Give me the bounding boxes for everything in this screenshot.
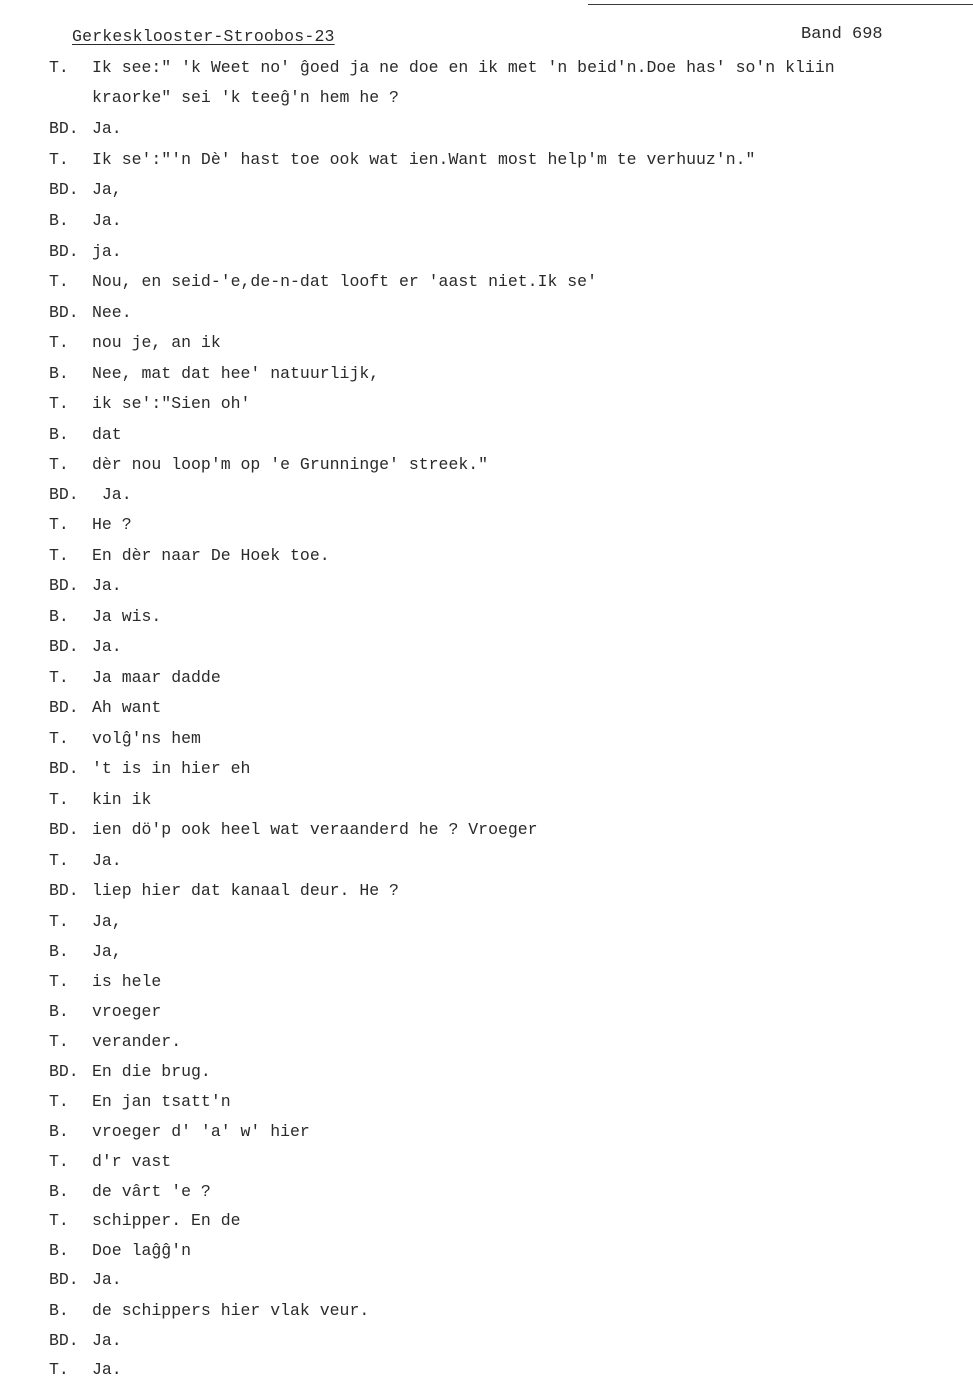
transcript-line <box>49 302 132 324</box>
transcript-line <box>49 1359 122 1381</box>
transcript-line <box>49 1240 191 1262</box>
utterance-text: vroeger <box>92 1002 162 1021</box>
utterance-text: liep hier dat kanaal deur. He ? <box>92 881 399 900</box>
transcript-line <box>49 484 132 506</box>
speaker-label: T. <box>49 272 69 291</box>
speaker-label: T. <box>49 333 69 352</box>
utterance-text: 't is in hier eh <box>92 759 251 778</box>
utterance-text: Ja. <box>92 851 122 870</box>
transcript-line <box>49 1001 161 1023</box>
speaker-label: BD. <box>49 698 79 717</box>
utterance-text: En dèr naar De Hoek toe. <box>92 546 330 565</box>
speaker-label: T. <box>49 729 69 748</box>
transcript-line <box>49 697 161 719</box>
utterance-text: ien dö'p ook heel wat veraanderd he ? Vroeger <box>92 820 538 839</box>
speaker-label: B. <box>49 211 69 230</box>
speaker-label: B. <box>49 1241 69 1260</box>
transcript-line <box>49 1061 211 1083</box>
transcript-line <box>49 636 122 658</box>
transcript-line <box>49 1151 171 1173</box>
transcript-line <box>49 332 221 354</box>
utterance-text: Ja. <box>92 637 122 656</box>
speaker-label: B. <box>49 607 69 626</box>
utterance-text: Ik see:" 'k Weet no' ĝoed ja ne doe en ik met 'n beid'n.Doe has' so'n kliin <box>92 58 835 77</box>
transcript-line <box>49 241 122 263</box>
transcript-line <box>49 758 250 780</box>
utterance-text: de vârt 'e ? <box>92 1182 211 1201</box>
speaker-label: T. <box>49 1032 69 1051</box>
transcript-line <box>49 1121 310 1143</box>
utterance-text: kraorke" sei 'k teeĝ'n hem he ? <box>92 88 399 107</box>
speaker-label: T. <box>49 1211 69 1230</box>
transcript-line <box>49 1330 122 1352</box>
utterance-text: nou je, an ik <box>92 333 221 352</box>
transcript-line <box>49 271 597 293</box>
transcript-line <box>49 880 399 902</box>
speaker-label: T. <box>49 668 69 687</box>
utterance-text: Ja. <box>92 1360 122 1379</box>
utterance-text: Ja wis. <box>92 607 162 626</box>
utterance-text: kin ik <box>92 790 152 809</box>
transcript-line <box>49 911 122 933</box>
utterance-text: Ja. <box>92 1270 122 1289</box>
transcript-line <box>49 1031 181 1053</box>
transcript-line <box>49 850 122 872</box>
speaker-label: T. <box>49 394 69 413</box>
transcript-line <box>49 57 835 79</box>
band-number: Band 698 <box>801 25 883 44</box>
transcript-line <box>49 1091 231 1113</box>
speaker-label: T. <box>49 972 69 991</box>
transcript-line <box>49 424 122 446</box>
transcript-line <box>49 149 755 171</box>
speaker-label: B. <box>49 1301 69 1320</box>
transcript-line <box>49 393 250 415</box>
transcript-line <box>49 454 488 476</box>
speaker-label: BD. <box>49 485 79 504</box>
transcript-line <box>49 118 122 140</box>
utterance-text: Nou, en seid-'e,de-n-dat looft er 'aast niet.Ik se' <box>92 272 597 291</box>
speaker-label: T. <box>49 546 69 565</box>
transcript-line <box>49 1269 122 1291</box>
speaker-label: T. <box>49 790 69 809</box>
utterance-text: volĝ'ns hem <box>92 729 201 748</box>
top-rule <box>588 4 973 5</box>
utterance-text: Ja. <box>92 485 132 504</box>
speaker-label: B. <box>49 364 69 383</box>
utterance-text: Ja. <box>92 211 122 230</box>
transcript-line <box>49 606 161 628</box>
transcript-line <box>49 971 161 993</box>
transcript-line <box>49 728 201 750</box>
transcript-line <box>49 1300 369 1322</box>
utterance-text: Doe laĝĝ'n <box>92 1241 192 1260</box>
utterance-text: Nee. <box>92 303 132 322</box>
utterance-text: Ja. <box>92 119 122 138</box>
speaker-label: B. <box>49 1002 69 1021</box>
transcript-line <box>49 179 122 201</box>
transcript-line <box>49 667 221 689</box>
speaker-label: BD. <box>49 1062 79 1081</box>
utterance-text: He ? <box>92 515 132 534</box>
utterance-text: Ja. <box>92 1331 122 1350</box>
utterance-text: Ja. <box>92 576 122 595</box>
transcript-line <box>49 819 538 841</box>
utterance-text: dèr nou loop'm op 'e Grunninge' streek." <box>92 455 489 474</box>
speaker-label: T. <box>49 912 69 931</box>
speaker-label: BD. <box>49 637 79 656</box>
speaker-label: BD. <box>49 820 79 839</box>
speaker-label: T. <box>49 1360 69 1379</box>
transcript-line <box>49 1210 241 1232</box>
speaker-label: T. <box>49 58 69 77</box>
speaker-label: T. <box>49 455 69 474</box>
utterance-text: En die brug. <box>92 1062 211 1081</box>
utterance-text: Ah want <box>92 698 162 717</box>
speaker-label: T. <box>49 1092 69 1111</box>
utterance-text: dat <box>92 425 122 444</box>
utterance-text: vroeger d' 'a' w' hier <box>92 1122 310 1141</box>
speaker-label: B. <box>49 1122 69 1141</box>
utterance-text: de schippers hier vlak veur. <box>92 1301 370 1320</box>
utterance-text: Ja, <box>92 942 122 961</box>
transcript-line <box>49 87 399 109</box>
utterance-text: Ja, <box>92 912 122 931</box>
speaker-label: T. <box>49 150 69 169</box>
speaker-label: BD. <box>49 1331 79 1350</box>
speaker-label: BD. <box>49 881 79 900</box>
speaker-label: T. <box>49 1152 69 1171</box>
utterance-text: ik se':"Sien oh' <box>92 394 251 413</box>
speaker-label: BD. <box>49 119 79 138</box>
speaker-label: BD. <box>49 576 79 595</box>
utterance-text: Ja, <box>92 180 122 199</box>
transcript-line <box>49 514 132 536</box>
speaker-label: BD. <box>49 1270 79 1289</box>
utterance-text: Nee, mat dat hee' natuurlijk, <box>92 364 380 383</box>
transcript-line <box>49 210 122 232</box>
document-title: Gerkesklooster-Stroobos-23 <box>72 27 335 46</box>
speaker-label: BD. <box>49 242 79 261</box>
utterance-text: Ik se':"'n Dè' hast toe ook wat ien.Want most help'm te verhuuz'n." <box>92 150 756 169</box>
utterance-text: Ja maar dadde <box>92 668 221 687</box>
speaker-label: BD. <box>49 180 79 199</box>
speaker-label: B. <box>49 1182 69 1201</box>
utterance-text: d'r vast <box>92 1152 172 1171</box>
speaker-label: T. <box>49 515 69 534</box>
transcript-line <box>49 545 330 567</box>
speaker-label: B. <box>49 425 69 444</box>
speaker-label: BD. <box>49 303 79 322</box>
transcript-line <box>49 789 151 811</box>
speaker-label: BD. <box>49 759 79 778</box>
utterance-text: schipper. En de <box>92 1211 241 1230</box>
transcript-line <box>49 1181 211 1203</box>
speaker-label: B. <box>49 942 69 961</box>
transcript-line <box>49 941 122 963</box>
utterance-text: verander. <box>92 1032 182 1051</box>
transcript-line <box>49 575 122 597</box>
utterance-text: ja. <box>92 242 122 261</box>
transcript-line <box>49 363 379 385</box>
speaker-label: T. <box>49 851 69 870</box>
utterance-text: En jan tsatt'n <box>92 1092 231 1111</box>
utterance-text: is hele <box>92 972 162 991</box>
